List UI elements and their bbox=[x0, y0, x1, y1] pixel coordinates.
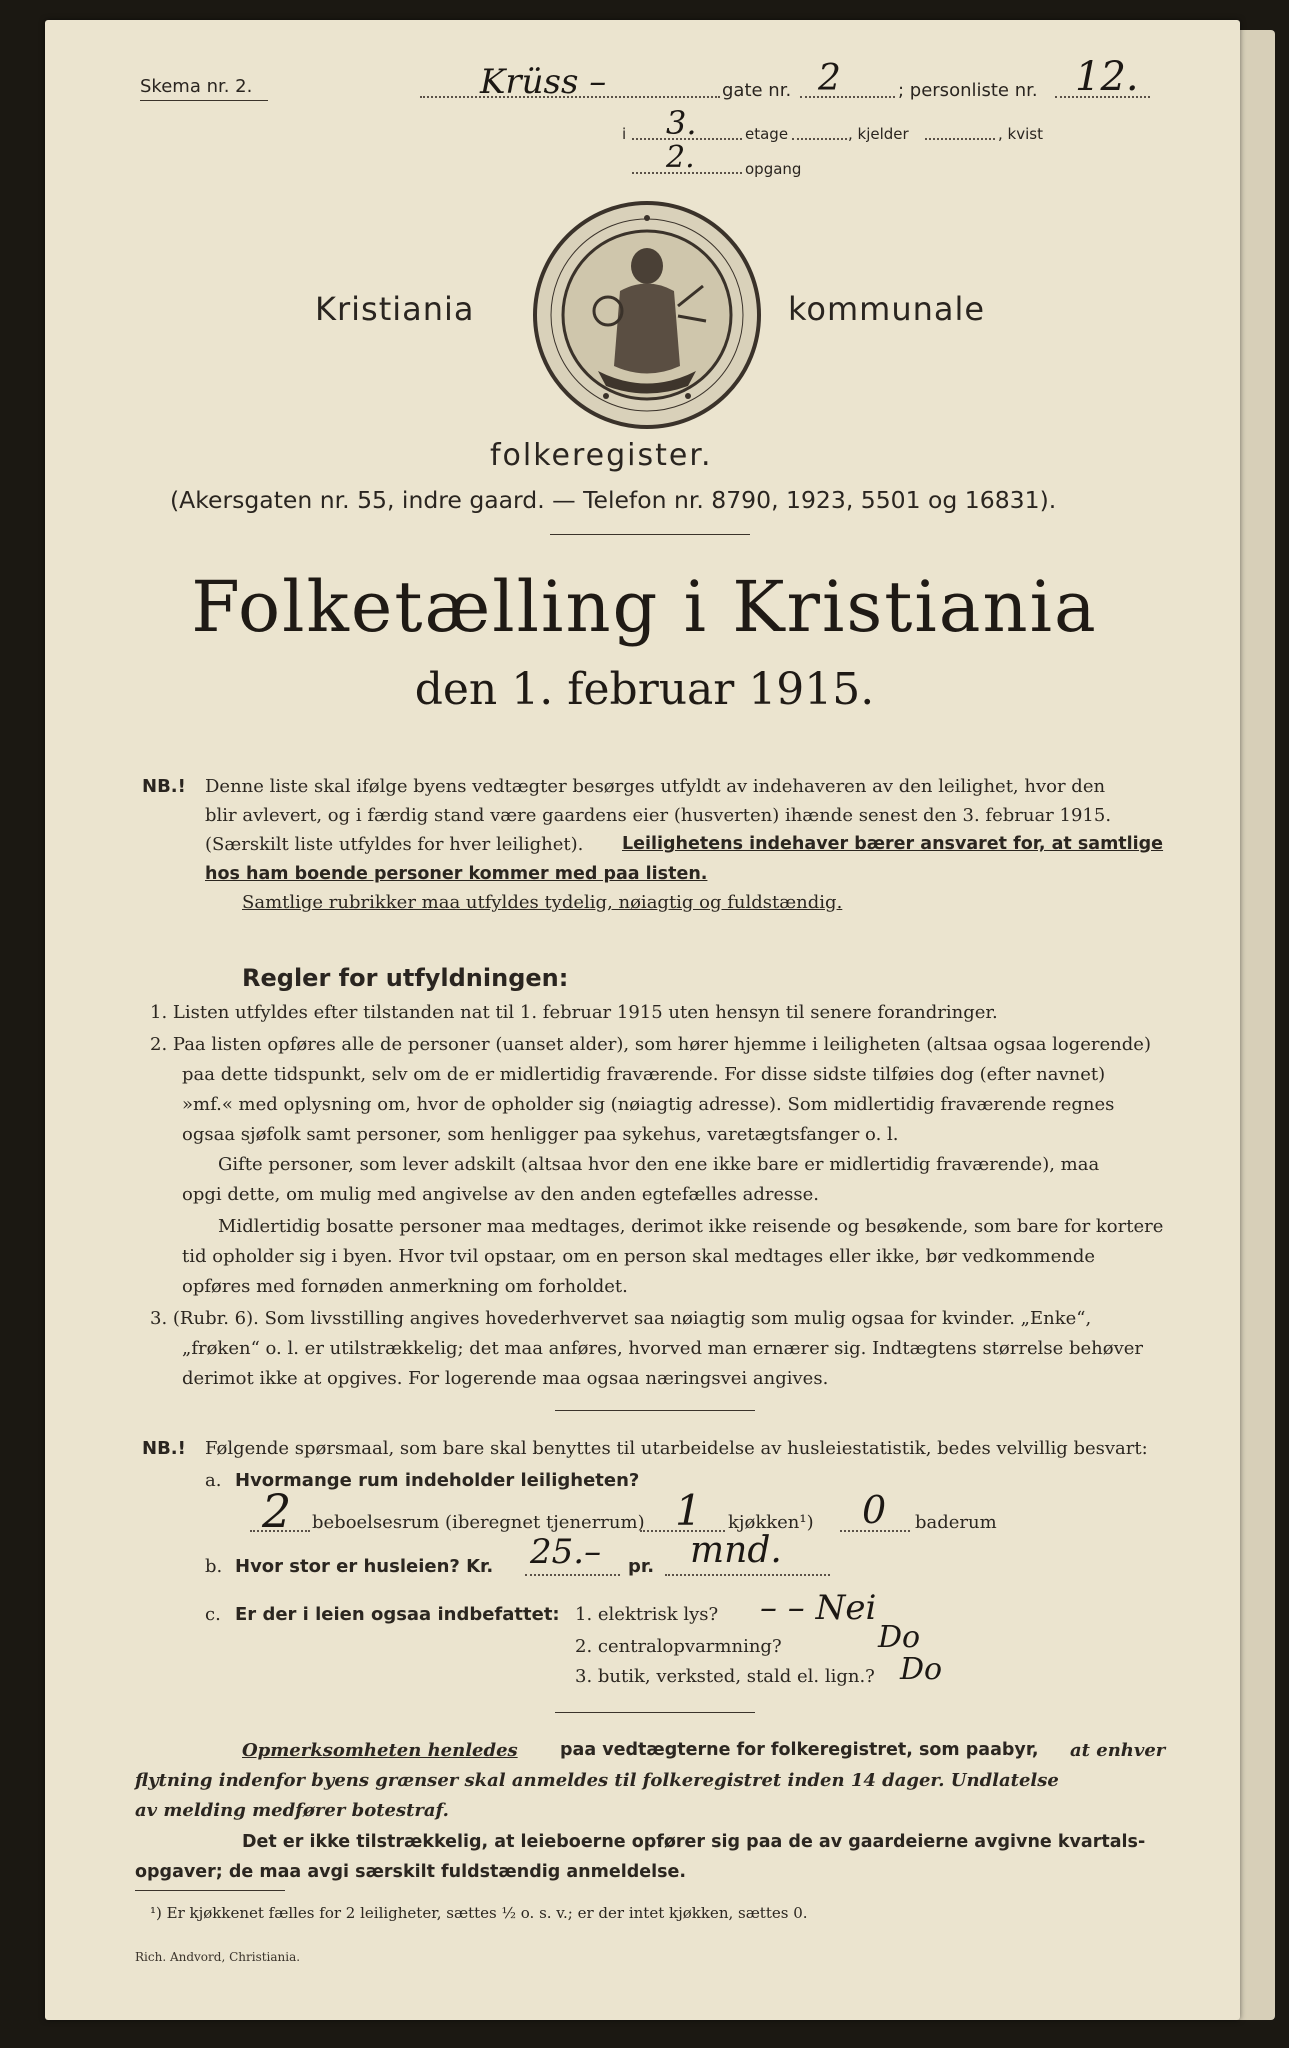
rooms-label: beboelsesrum (iberegnet tjenerrum) bbox=[312, 1512, 645, 1533]
skema-number: Skema nr. 2. bbox=[140, 76, 253, 97]
rent-handwriting: 25.– bbox=[530, 1532, 602, 1572]
rule-2-line-g: Midlertidig bosatte personer maa medtages, derimot ikke reisende og besøkende, som bare for kortere bbox=[218, 1216, 1164, 1237]
opgang-label: opgang bbox=[745, 160, 802, 178]
gate-label: gate nr. bbox=[722, 80, 792, 101]
rule-3-line-b: „frøken“ o. l. er utilstrækkelig; det maa anføres, hvorved man ernærer sig. Indtægtens størrelse behøver bbox=[182, 1338, 1144, 1359]
rule-2-line-e: Gifte personer, som lever adskilt (altsaa hvor den ene ikke bare er midlertidig fraværende), maa bbox=[218, 1154, 1100, 1175]
printer-credit: Rich. Andvord, Christiania. bbox=[135, 1950, 301, 1964]
office-right-text: kommunale bbox=[788, 290, 986, 328]
office-address: (Akersgaten nr. 55, indre gaard. — Telefon nr. 8790, 1923, 5501 og 16831). bbox=[170, 486, 1057, 514]
question-a-text: Hvormange rum indeholder leiligheten? bbox=[235, 1470, 640, 1491]
rent-dotted-line bbox=[525, 1574, 620, 1576]
nb-label-2: NB.! bbox=[142, 1438, 186, 1459]
kjelder-label: , kjelder bbox=[848, 125, 909, 143]
nb1-line2: blir avlevert, og i færdig stand være gaardens eier (husverten) ihænde senest den 3. februar 1915. bbox=[205, 805, 1112, 826]
notice-line3: av melding medfører botestraf. bbox=[135, 1800, 449, 1821]
question-c-label: c. bbox=[205, 1604, 221, 1625]
nb2-intro: Følgende spørsmaal, som bare skal benyttes til utarbeidelse av husleiestatistik, bedes velvillig besvart: bbox=[205, 1438, 1148, 1459]
divider-2 bbox=[555, 1410, 755, 1411]
nb1-line1: Denne liste skal ifølge byens vedtægter besørges utfyldt av indehaveren av den leilighet, hvor den bbox=[205, 776, 1106, 797]
question-c-text: Er der i leien ogsaa indbefattet: bbox=[235, 1604, 560, 1625]
gate-dotted-line bbox=[800, 96, 895, 98]
nb1-line3b: Leilighetens indehaver bærer ansvaret for, at samtlige bbox=[622, 834, 1164, 854]
nb1-line3a: (Særskilt liste utfyldes for hver leilighet). bbox=[205, 834, 584, 855]
notice-lead: Opmerksomheten henledes bbox=[242, 1740, 518, 1761]
notice-line4: Det er ikke tilstrækkelig, at leieboerne opfører sig paa de av gaardeierne avgivne kvartals- bbox=[242, 1832, 1146, 1852]
rule-2-line-i: opføres med fornøden anmerkning om forholdet. bbox=[182, 1276, 628, 1297]
notice-line1-end: at enhver bbox=[1070, 1740, 1166, 1761]
divider-3 bbox=[555, 1712, 755, 1713]
rule-2-line-a: 2. Paa listen opføres alle de personer (uanset alder), som hører hjemme i leiligheten (altsaa ogsaa logerende) bbox=[150, 1034, 1151, 1055]
nb1-line5: Samtlige rubrikker maa utfyldes tydelig, nøiagtig og fuldstændig. bbox=[242, 892, 843, 913]
census-date: den 1. februar 1915. bbox=[414, 664, 875, 715]
kitchen-handwriting: 1 bbox=[675, 1486, 702, 1535]
question-b-label: b. bbox=[205, 1556, 223, 1577]
etage-label: etage bbox=[745, 125, 789, 143]
rule-2-line-h: tid opholder sig i byen. Hvor tvil opstaar, om en person skal medtages eller ikke, bør vedkommende bbox=[182, 1246, 1096, 1267]
kvist-label: , kvist bbox=[998, 125, 1043, 143]
notice-line2: flytning indenfor byens grænser skal anmeldes til folkeregistret inden 14 dager. Undlatelse bbox=[135, 1770, 1059, 1791]
rule-2-line-b: paa dette tidspunkt, selv om de er midlertidig fraværende. For disse sidste tilføies dog (efter navnet) bbox=[182, 1064, 1106, 1085]
kitchen-label: kjøkken¹) bbox=[728, 1512, 814, 1533]
period-handwriting: mnd. bbox=[690, 1530, 782, 1571]
office-folkeregister: folkeregister. bbox=[490, 438, 713, 473]
question-a-label: a. bbox=[205, 1470, 222, 1491]
personliste-label: ; personliste nr. bbox=[898, 80, 1038, 101]
rule-3-line-a: 3. (Rubr. 6). Som livsstilling angives hovederhvervet saa nøiagtig som mulig ogsaa for kvinder. „Enke“, bbox=[150, 1308, 1092, 1329]
nb1-line4: hos ham boende personer kommer med paa listen. bbox=[205, 864, 708, 884]
c3-handwriting: Do bbox=[900, 1652, 943, 1687]
nb-label-1: NB.! bbox=[142, 776, 186, 797]
footnote: ¹) Er kjøkkenet fælles for 2 leiligheter, sættes ½ o. s. v.; er der intet kjøkken, sættes 0. bbox=[150, 1904, 808, 1922]
skema-underline bbox=[140, 100, 268, 101]
etage-handwriting: 3. bbox=[666, 104, 697, 142]
bath-handwriting: 0 bbox=[862, 1488, 887, 1532]
kvist-dotted-line bbox=[925, 138, 995, 140]
rules-heading: Regler for utfyldningen: bbox=[242, 964, 569, 992]
rooms-handwriting: 2 bbox=[262, 1484, 292, 1538]
pr-label: pr. bbox=[628, 1556, 655, 1577]
main-title: Folketælling i Kristiania bbox=[191, 566, 1098, 648]
rule-2-line-c: »mf.« med oplysning om, hvor de opholder sig (nøiagtig adresse). Som midlertidig fraværende regnes bbox=[182, 1094, 1115, 1115]
rule-2-line-f: opgi dette, om mulig med angivelse av den anden egtefælles adresse. bbox=[182, 1184, 819, 1205]
notice-line5: opgaver; de maa avgi særskilt fuldstændig anmeldelse. bbox=[135, 1862, 687, 1882]
opgang-handwriting: 2. bbox=[666, 140, 695, 175]
question-c3: 3. butik, verksted, stald el. lign.? bbox=[575, 1666, 875, 1687]
question-c1: 1. elektrisk lys? bbox=[575, 1604, 719, 1625]
divider-1 bbox=[550, 534, 750, 535]
personliste-handwriting: 12. bbox=[1075, 54, 1139, 100]
rule-1: 1. Listen utfyldes efter tilstanden nat til 1. februar 1915 uten hensyn til senere forandringer. bbox=[150, 1002, 998, 1023]
question-c2: 2. centralopvarmning? bbox=[575, 1636, 782, 1657]
c2-handwriting: Do bbox=[878, 1620, 921, 1655]
bath-label: baderum bbox=[915, 1512, 997, 1533]
i-label: i bbox=[622, 125, 627, 143]
period-dotted-line bbox=[665, 1574, 830, 1576]
kjelder-dotted-line bbox=[792, 138, 847, 140]
footnote-rule bbox=[135, 1890, 285, 1891]
office-left-text: Kristiania bbox=[315, 290, 475, 328]
notice-line1-middle: paa vedtægterne for folkeregistret, som paabyr, bbox=[560, 1740, 1039, 1760]
kristiania-city-seal bbox=[528, 196, 766, 434]
street-handwriting: Krüss – bbox=[480, 62, 607, 102]
gate-number-handwriting: 2 bbox=[818, 58, 841, 99]
question-b-text: Hvor stor er husleien? Kr. bbox=[235, 1556, 494, 1577]
rule-3-line-c: derimot ikke at opgives. For logerende maa ogsaa næringsvei angives. bbox=[182, 1368, 829, 1389]
rule-2-line-d: ogsaa sjøfolk samt personer, som henligger paa sykehus, varetægtsfanger o. l. bbox=[182, 1124, 899, 1145]
c1-handwriting: – – Nei bbox=[760, 1588, 877, 1628]
